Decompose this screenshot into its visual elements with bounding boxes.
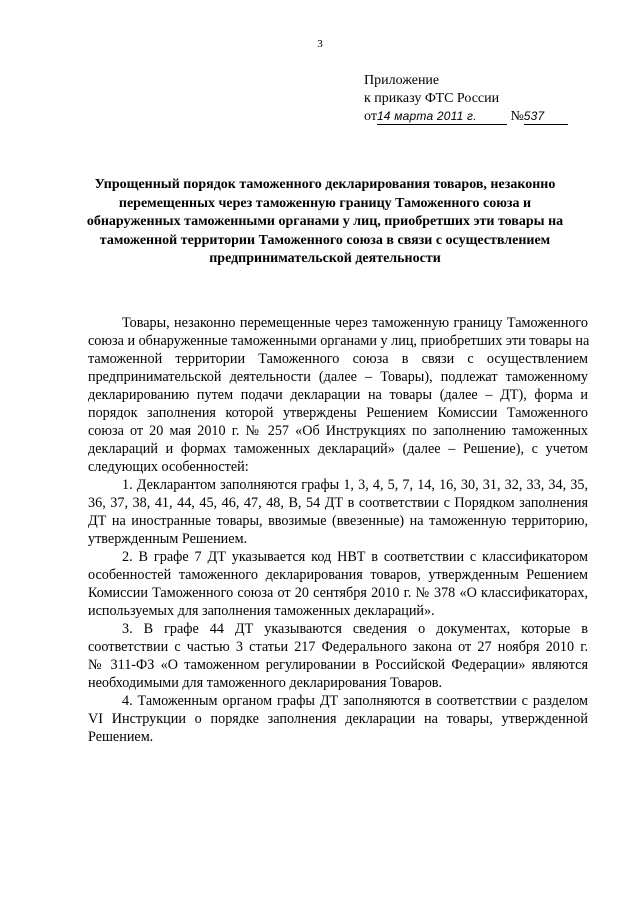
title-line: таможенной территории Таможенного союза в связи с осуществлением bbox=[99, 232, 551, 248]
body-text-line: таможенной территории Таможенного союза в связи с осуществлением bbox=[88, 351, 588, 367]
annex-from-prefix: от bbox=[364, 109, 377, 124]
annex-number-value: 537 bbox=[523, 109, 545, 123]
body-text-line: декларированию путем подачи декларации на товары (далее – ДТ), форма и bbox=[88, 387, 588, 403]
document-title bbox=[60, 176, 590, 269]
annex-header bbox=[364, 72, 568, 126]
body-text-line: 36, 37, 38, 41, 44, 45, 46, 47, 48, В, 54 ДТ в соответствии с Порядком заполнения bbox=[88, 495, 588, 511]
body-text-line: особенностей таможенного декларирования товаров, утвержденным Решением bbox=[88, 567, 588, 583]
annex-number-sign: № bbox=[510, 109, 524, 124]
body-text-line: необходимыми для таможенного декларирования Товаров. bbox=[88, 675, 443, 691]
body-text-line: Решением. bbox=[88, 729, 154, 745]
body-text-line: 1. Декларантом заполняются графы 1, 3, 4, 5, 7, 14, 16, 30, 31, 32, 33, 34, 35, bbox=[122, 477, 588, 493]
title-line: обнаруженных таможенными органами у лиц, приобретших эти товары на bbox=[86, 214, 564, 229]
body-text-line: ДТ на иностранные товары, ввозимые (ввезенные) на таможенную территорию, bbox=[88, 513, 588, 529]
annex-label: Приложение bbox=[364, 73, 440, 88]
page-number: 3 bbox=[317, 38, 323, 50]
annex-number-field bbox=[524, 109, 568, 125]
body-text-line: используемых для заполнения таможенных деклараций». bbox=[88, 603, 435, 619]
title-line: перемещенных через таможенную границу Таможенного союза и bbox=[118, 195, 532, 211]
title-line: предпринимательской деятельности bbox=[209, 251, 441, 266]
body-text-line: предпринимательской деятельности (далее – Товары), подлежат таможенному bbox=[88, 369, 588, 385]
body-text-line: соответствии с частью 3 статьи 217 Федерального закона от 27 ноября 2010 г. bbox=[88, 639, 588, 655]
body-text-line: утвержденным Решением. bbox=[88, 531, 248, 547]
body-text-line: 2. В графе 7 ДТ указывается код НВТ в соответствии с классификатором bbox=[122, 549, 588, 565]
annex-date-line bbox=[364, 108, 568, 126]
body-text-line: союза и обнаруженные таможенными органами у лиц, приобретших эти товары на bbox=[88, 333, 590, 349]
body-text-line: союза от 20 мая 2010 г. № 257 «Об Инструкциях по заполнению таможенных bbox=[88, 423, 588, 439]
document-body bbox=[88, 314, 588, 746]
body-text-line: № 311-ФЗ «О таможенном регулировании в Российской Федерации» являются bbox=[88, 657, 588, 673]
body-text-line: VI Инструкции о порядке заполнения декларации на товары, утвержденной bbox=[88, 711, 588, 727]
body-text-line: порядок заполнения которой утверждены Решением Комиссии Таможенного bbox=[88, 405, 588, 421]
body-text-line: 3. В графе 44 ДТ указываются сведения о документах, которые в bbox=[122, 621, 588, 637]
body-text-line: 4. Таможенным органом графы ДТ заполняются в соответствии с разделом bbox=[122, 693, 588, 709]
body-text-line: следующих особенностей: bbox=[88, 459, 249, 475]
body-text-line: Товары, незаконно перемещенные через таможенную границу Таможенного bbox=[122, 315, 588, 331]
body-text-line: деклараций и формах таможенных деклараций» (далее – Решение), с учетом bbox=[88, 441, 588, 457]
annex-order-reference: к приказу ФТС России bbox=[364, 91, 500, 106]
annex-date-value: 14 марта 2011 г. bbox=[376, 109, 477, 123]
body-text-line: Комиссии Таможенного союза от 20 сентября 2010 г. № 378 «О классификаторах, bbox=[88, 585, 588, 601]
title-line: Упрощенный порядок таможенного декларирования товаров, незаконно bbox=[94, 177, 556, 192]
annex-date-field bbox=[377, 109, 507, 125]
